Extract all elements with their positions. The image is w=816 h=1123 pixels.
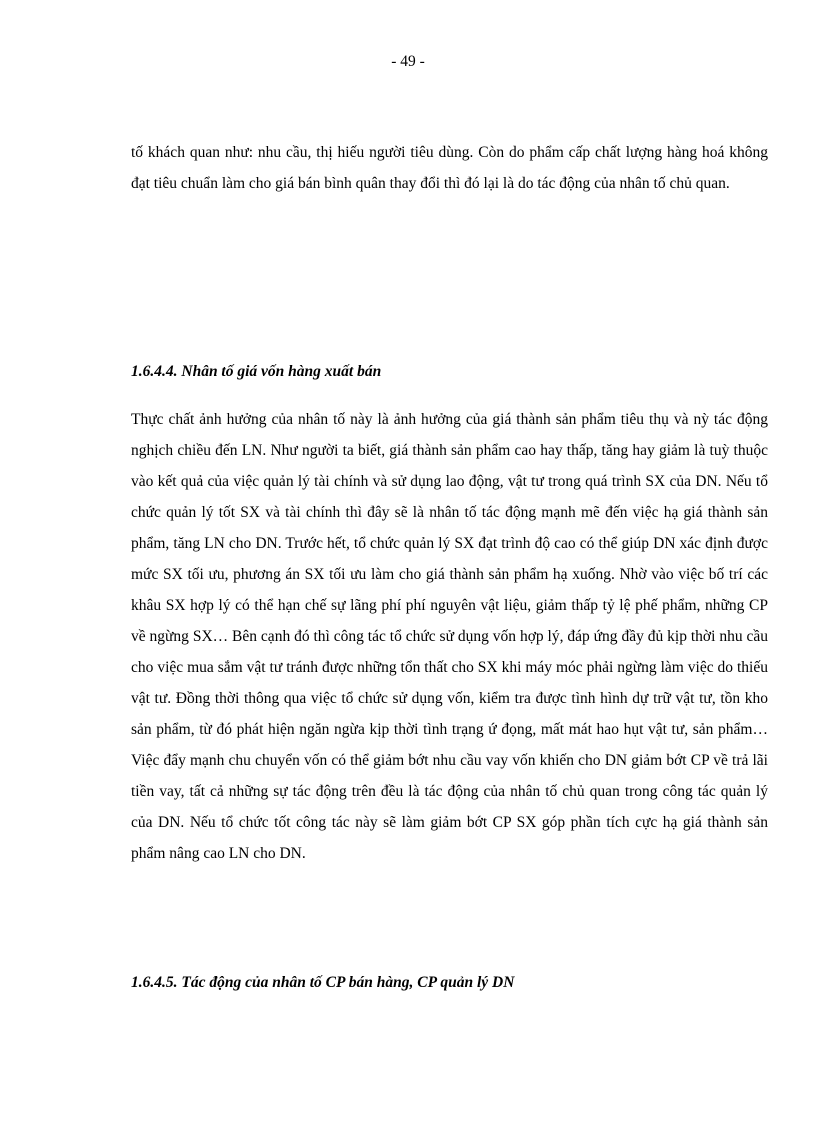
paragraph-continuation: tố khách quan như: nhu cầu, thị hiếu người tiêu dùng. Còn do phẩm cấp chất lượng hàng hoá không đạt tiêu chuẩn làm cho giá bán bình quân thay đổi thì đó lại là do tác động của nhân tố chủ quan. xyxy=(131,144,768,192)
paragraph-cost-of-goods-sold: Thực chất ảnh hưởng của nhân tố này là ảnh hưởng của giá thành sản phẩm tiêu thụ và nỳ tác động nghịch chiều đến LN. Như người ta biết, giá thành sản phẩm cao hay thấp, tăng hay giảm là tuỳ thuộc vào kết quả của việc quản lý tài chính và sử dụng lao động, vật tư trong quá trình SX của DN. Nếu tổ chức quản lý tốt SX và tài chính thì đây sẽ là nhân tố tác động mạnh mẽ đến việc hạ giá thành sản phẩm, tăng LN cho DN. Trước hết, tổ chức quản lý SX đạt trình độ cao có thể giúp DN xác định được mức SX tối ưu, phương án SX tối ưu làm cho giá thành sản phẩm hạ xuống. Nhờ vào việc bố trí các khâu SX hợp lý có thể hạn chế sự lãng phí phí nguyên vật liệu, giảm thấp tỷ lệ phế phẩm, những CP về ngừng SX… Bên cạnh đó thì công tác tổ chức sử dụng vốn hợp lý, đáp ứng đầy đủ kịp thời nhu cầu cho việc mua sắm vật tư tránh được những tổn thất cho SX khi máy móc phải ngừng làm việc do thiếu vật tư. Đồng thời thông qua việc tổ chức sử dụng vốn, kiểm tra được tình hình dự trữ vật tư, tồn kho sản phẩm, từ đó phát hiện ngăn ngừa kịp thời tình trạng ứ đọng, mất mát hao hụt vật tư, sản phẩm… Việc đẩy mạnh chu chuyển vốn có thể giảm bớt nhu cầu vay vốn khiến cho DN giảm bớt CP về trả lãi tiền vay, tất cả những sự tác động trên đều là tác động của nhân tố chủ quan trong công tác quản lý của DN. Nếu tổ chức tốt công tác này sẽ làm giảm bớt CP SX góp phần tích cực hạ giá thành sản phẩm nâng cao LN cho DN. xyxy=(131,411,768,862)
section-heading-1-6-4-4: 1.6.4.4. Nhân tố giá vốn hàng xuất bán xyxy=(131,363,382,380)
section-heading-1-6-4-5: 1.6.4.5. Tác động của nhân tố CP bán hàng, CP quản lý DN xyxy=(131,974,515,991)
page-number: - 49 - xyxy=(391,53,425,70)
